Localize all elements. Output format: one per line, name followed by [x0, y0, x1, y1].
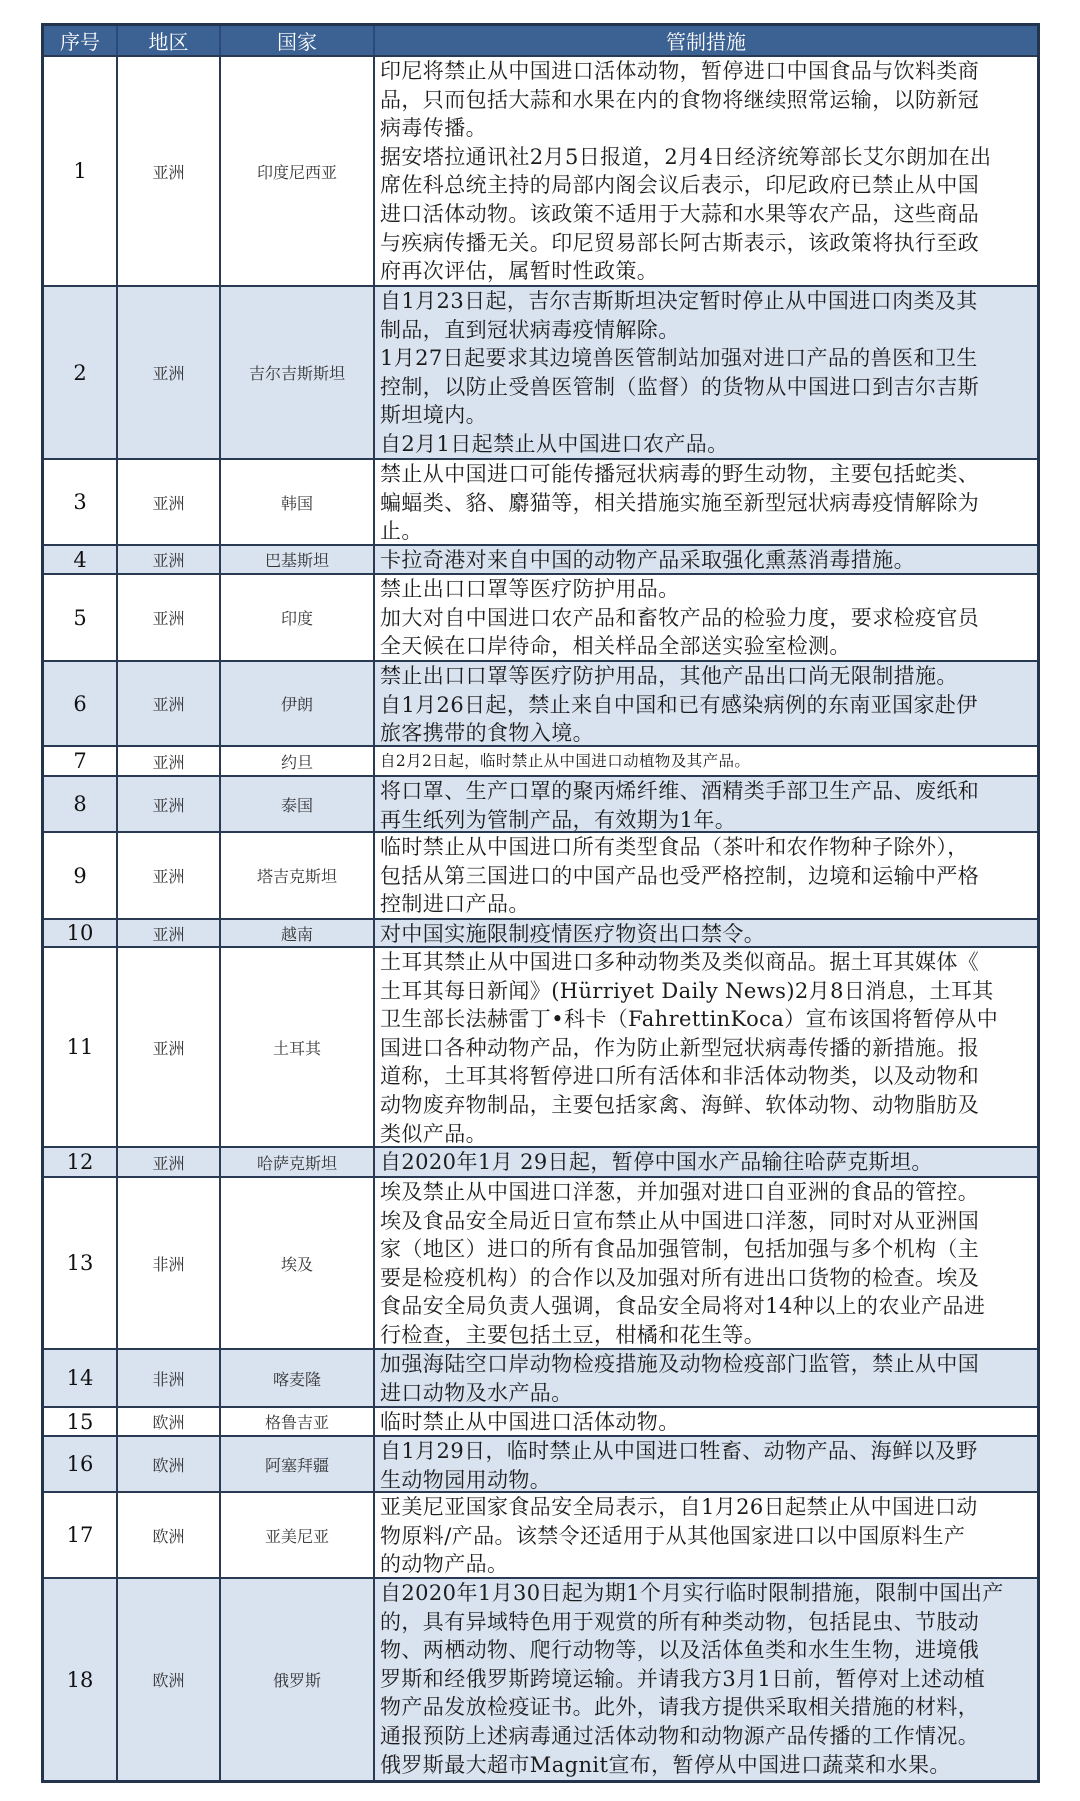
measure-line: 府再次评估，属暂时性政策。 [380, 259, 659, 284]
measure-line: 自1月26日起，禁止来自中国和已有感染病例的东南亚国家赴伊 [380, 692, 978, 717]
row-index: 15 [66, 1409, 94, 1434]
row-index: 13 [66, 1251, 94, 1275]
table-row [44, 55, 1037, 285]
table-row [44, 573, 1037, 660]
row-index: 7 [73, 749, 87, 773]
measure-line: 生动物园用动物。 [380, 1467, 552, 1491]
row-measures [373, 747, 1037, 775]
measure-line: 进口活体动物。该政策不适用于大蒜和水果等农产品，这些商品 [380, 201, 980, 226]
row-index: 2 [73, 360, 87, 385]
measure-line: 1月27日起要求其边境兽医管制站加强对进口产品的兽医和卫生 [380, 346, 978, 371]
row-measures [373, 57, 1037, 285]
row-measures [373, 920, 1037, 946]
row-index: 3 [73, 490, 87, 514]
measure-line: 蝙蝠类、貉、麝猫等，相关措施实施至新型冠状病毒疫情解除为 [380, 490, 980, 515]
row-measures [373, 662, 1037, 745]
measure-line: 亚美尼亚国家食品安全局表示，自1月26日起禁止从中国进口动 [380, 1495, 978, 1519]
table-row [44, 918, 1037, 946]
measure-line: 包括从第三国进口的中国产品也受严格控制，边境和运输中严格 [380, 863, 980, 888]
row-region: 亚洲 [116, 57, 219, 285]
row-country: 巴基斯坦 [219, 546, 373, 573]
row-index: 16 [66, 1452, 94, 1476]
measure-line: 自1月23日起，吉尔吉斯斯坦决定暂时停止从中国进口肉类及其 [380, 289, 978, 313]
row-region: 欧洲 [116, 1408, 219, 1435]
table-row [44, 544, 1037, 573]
row-region: 亚洲 [116, 662, 219, 745]
table-row [44, 775, 1037, 831]
row-measures [373, 1178, 1037, 1348]
row-index: 4 [73, 547, 87, 572]
measure-line: 国进口各种动物产品，作为防止新型冠状病毒传播的新措施。报 [380, 1035, 980, 1060]
measure-line: 自2020年1月 29日起，暂停中国水产品输往哈萨克斯坦。 [380, 1150, 933, 1174]
measure-line: 制品，直到冠状病毒疫情解除。 [380, 317, 680, 342]
measure-line: 自2月1日起禁止从中国进口农产品。 [380, 431, 729, 456]
row-country: 约旦 [219, 747, 373, 775]
table-row [44, 1406, 1037, 1435]
header-region: 地区 [116, 26, 219, 55]
row-measures [373, 1579, 1037, 1780]
row-country: 埃及 [219, 1178, 373, 1348]
row-region: 亚洲 [116, 575, 219, 660]
measure-line: 旅客携带的食物入境。 [380, 721, 594, 745]
row-index: 12 [66, 1150, 94, 1174]
row-measures [373, 777, 1037, 831]
row-measures [373, 1493, 1037, 1577]
row-index: 18 [66, 1667, 94, 1692]
measure-line: 与疾病传播无关。印尼贸易部长阿古斯表示，该政策将执行至政 [380, 230, 980, 255]
table-body [44, 55, 1037, 1780]
row-country: 越南 [219, 920, 373, 946]
row-country: 韩国 [219, 460, 373, 544]
row-country: 塔吉克斯坦 [219, 833, 373, 918]
measure-line: 自2月2日起，临时禁止从中国进口动植物及其产品。 [380, 752, 751, 770]
row-region: 非洲 [116, 1350, 219, 1406]
row-index: 9 [73, 863, 87, 888]
row-region: 欧洲 [116, 1437, 219, 1491]
row-country: 阿塞拜疆 [219, 1437, 373, 1491]
measure-line: 禁止出口口罩等医疗防护用品，其他产品出口尚无限制措施。 [380, 664, 958, 688]
measure-line: 印尼将禁止从中国进口活体动物，暂停进口中国食品与饮料类商 [380, 59, 980, 83]
table-row [44, 745, 1037, 775]
measure-line: 据安塔拉通讯社2月5日报道，2月4日经济统筹部长艾尔朗加在出 [380, 144, 992, 169]
row-region: 非洲 [116, 1178, 219, 1348]
row-country: 印度尼西亚 [219, 57, 373, 285]
measure-line: 禁止出口口罩等医疗防护用品。 [380, 577, 680, 601]
row-country: 格鲁吉亚 [219, 1408, 373, 1435]
measure-line: 病毒传播。 [380, 116, 487, 141]
row-measures [373, 833, 1037, 918]
table-row [44, 1176, 1037, 1348]
table-row [44, 831, 1037, 918]
measure-line: 自2020年1月30日起为期1个月实行临时限制措施，限制中国出产 [380, 1581, 1004, 1605]
measure-line: 要是检疫机构）的合作以及加强对所有进出口货物的检查。埃及 [380, 1265, 980, 1290]
table-row [44, 1146, 1037, 1176]
row-index: 8 [73, 792, 87, 816]
measure-line: 俄罗斯最大超市Magnit宣布，暂停从中国进口蔬菜和水果。 [380, 1752, 951, 1777]
row-measures [373, 948, 1037, 1146]
table-row [44, 458, 1037, 544]
row-region: 亚洲 [116, 777, 219, 831]
row-measures [373, 546, 1037, 573]
row-region: 亚洲 [116, 920, 219, 946]
measure-line: 家（地区）进口的所有食品加强管制，包括加强与多个机构（主 [380, 1237, 980, 1262]
measure-line: 罗斯和经俄罗斯跨境运输。并请我方3月1日前，暂停对上述动植 [380, 1666, 986, 1691]
row-index: 1 [73, 159, 87, 183]
row-index: 6 [73, 691, 87, 716]
measure-line: 的，具有异域特色用于观赏的所有种类动物，包括昆虫、节肢动 [380, 1609, 980, 1634]
row-measures [373, 1148, 1037, 1176]
measure-line: 临时禁止从中国进口活体动物。 [380, 1410, 680, 1434]
table-row [44, 1491, 1037, 1577]
measure-line: 加强海陆空口岸动物检疫措施及动物检疫部门监管，禁止从中国 [380, 1352, 980, 1376]
row-country: 泰国 [219, 777, 373, 831]
row-index: 11 [66, 1035, 94, 1059]
measure-line: 卫生部长法赫雷丁•科卡（FahrettinKoca）宣布该国将暂停从中 [380, 1007, 999, 1032]
measure-line: 斯坦境内。 [380, 403, 487, 428]
table-row [44, 1348, 1037, 1406]
measure-line: 自1月29日，临时禁止从中国进口牲畜、动物产品、海鲜以及野 [380, 1439, 978, 1463]
row-measures [373, 1437, 1037, 1491]
row-country: 亚美尼亚 [219, 1493, 373, 1577]
row-region: 亚洲 [116, 546, 219, 573]
measure-line: 类似产品。 [380, 1121, 487, 1146]
measure-line: 临时禁止从中国进口所有类型食品（茶叶和农作物种子除外）， [380, 835, 969, 859]
table-header-row [44, 26, 1037, 55]
measure-line: 禁止从中国进口可能传播冠状病毒的野生动物，主要包括蛇类、 [380, 462, 980, 486]
table-row [44, 1577, 1037, 1780]
row-region: 亚洲 [116, 948, 219, 1146]
header-measures: 管制措施 [373, 26, 1037, 55]
row-measures [373, 1408, 1037, 1435]
measure-line: 全天候在口岸待命，相关样品全部送实验室检测。 [380, 634, 851, 659]
row-measures [373, 575, 1037, 660]
measure-line: 动物废弃物制品，主要包括家禽、海鲜、软体动物、动物脂肪及 [380, 1092, 980, 1117]
measure-line: 将口罩、生产口罩的聚丙烯纤维、酒精类手部卫生产品、废纸和 [380, 779, 980, 803]
measure-line: 止。 [380, 519, 423, 544]
row-index: 14 [66, 1366, 94, 1390]
measure-line: 再生纸列为管制产品，有效期为1年。 [380, 807, 737, 831]
row-region: 亚洲 [116, 833, 219, 918]
row-country: 喀麦隆 [219, 1350, 373, 1406]
row-region: 亚洲 [116, 460, 219, 544]
header-country: 国家 [219, 26, 373, 55]
row-region: 欧洲 [116, 1493, 219, 1577]
measure-line: 进口动物及水产品。 [380, 1380, 573, 1405]
measure-line: 土耳其禁止从中国进口多种动物类及类似商品。据土耳其媒体《 [380, 950, 980, 974]
control-measures-table [41, 23, 1040, 1783]
row-index: 17 [66, 1523, 94, 1547]
row-country: 伊朗 [219, 662, 373, 745]
measure-line: 卡拉奇港对来自中国的动物产品采取强化熏蒸消毒措施。 [380, 548, 915, 572]
table-row [44, 285, 1037, 458]
table-row [44, 1435, 1037, 1491]
measure-line: 物产品发放检疫证书。此外，请我方提供采取相关措施的材料， [380, 1695, 980, 1720]
table-row [44, 946, 1037, 1146]
row-country: 印度 [219, 575, 373, 660]
row-region: 亚洲 [116, 287, 219, 458]
row-region: 亚洲 [116, 1148, 219, 1176]
row-country: 土耳其 [219, 948, 373, 1146]
measure-line: 席佐科总统主持的局部内阁会议后表示，印尼政府已禁止从中国 [380, 173, 980, 198]
header-index: 序号 [60, 30, 100, 54]
measure-line: 控制进口产品。 [380, 892, 530, 917]
measure-line: 物原料/产品。该禁令还适用于从其他国家进口以中国原料生产 [380, 1523, 966, 1548]
row-measures [373, 287, 1037, 458]
row-country: 俄罗斯 [219, 1579, 373, 1780]
measure-line: 行检查，主要包括土豆，柑橘和花生等。 [380, 1322, 766, 1347]
measure-line: 物、两栖动物、爬行动物等，以及活体鱼类和水生生物，进境俄 [380, 1638, 980, 1663]
measure-line: 埃及禁止从中国进口洋葱，并加强对进口自亚洲的食品的管控。 [380, 1180, 980, 1204]
row-index: 10 [66, 921, 94, 945]
row-region: 欧洲 [116, 1579, 219, 1780]
measure-line: 品，只而包括大蒜和水果在内的食物将继续照常运输，以防新冠 [380, 87, 980, 112]
row-measures [373, 1350, 1037, 1406]
measure-line: 的动物产品。 [380, 1552, 509, 1577]
measure-line: 食品安全局负责人强调，食品安全局将对14种以上的农业产品进 [380, 1294, 986, 1319]
row-region: 亚洲 [116, 747, 219, 775]
table-row [44, 660, 1037, 745]
row-measures [373, 460, 1037, 544]
measure-line: 道称，土耳其将暂停进口所有活体和非活体动物类，以及动物和 [380, 1064, 980, 1089]
measure-line: 通报预防上述病毒通过活体动物和动物源产品传播的工作情况。 [380, 1723, 980, 1748]
row-country: 吉尔吉斯斯坦 [219, 287, 373, 458]
row-country: 哈萨克斯坦 [219, 1148, 373, 1176]
measure-line: 控制，以防止受兽医管制（监督）的货物从中国进口到吉尔吉斯 [380, 374, 980, 399]
measure-line: 对中国实施限制疫情医疗物资出口禁令。 [380, 922, 766, 946]
measure-line: 加大对自中国进口农产品和畜牧产品的检验力度，要求检疫官员 [380, 605, 980, 630]
row-index: 5 [73, 605, 87, 630]
measure-line: 土耳其每日新闻》(Hürriyet Daily News)2月8日消息，土耳其 [380, 978, 994, 1003]
measure-line: 埃及食品安全局近日宣布禁止从中国进口洋葱，同时对从亚洲国 [380, 1208, 980, 1233]
